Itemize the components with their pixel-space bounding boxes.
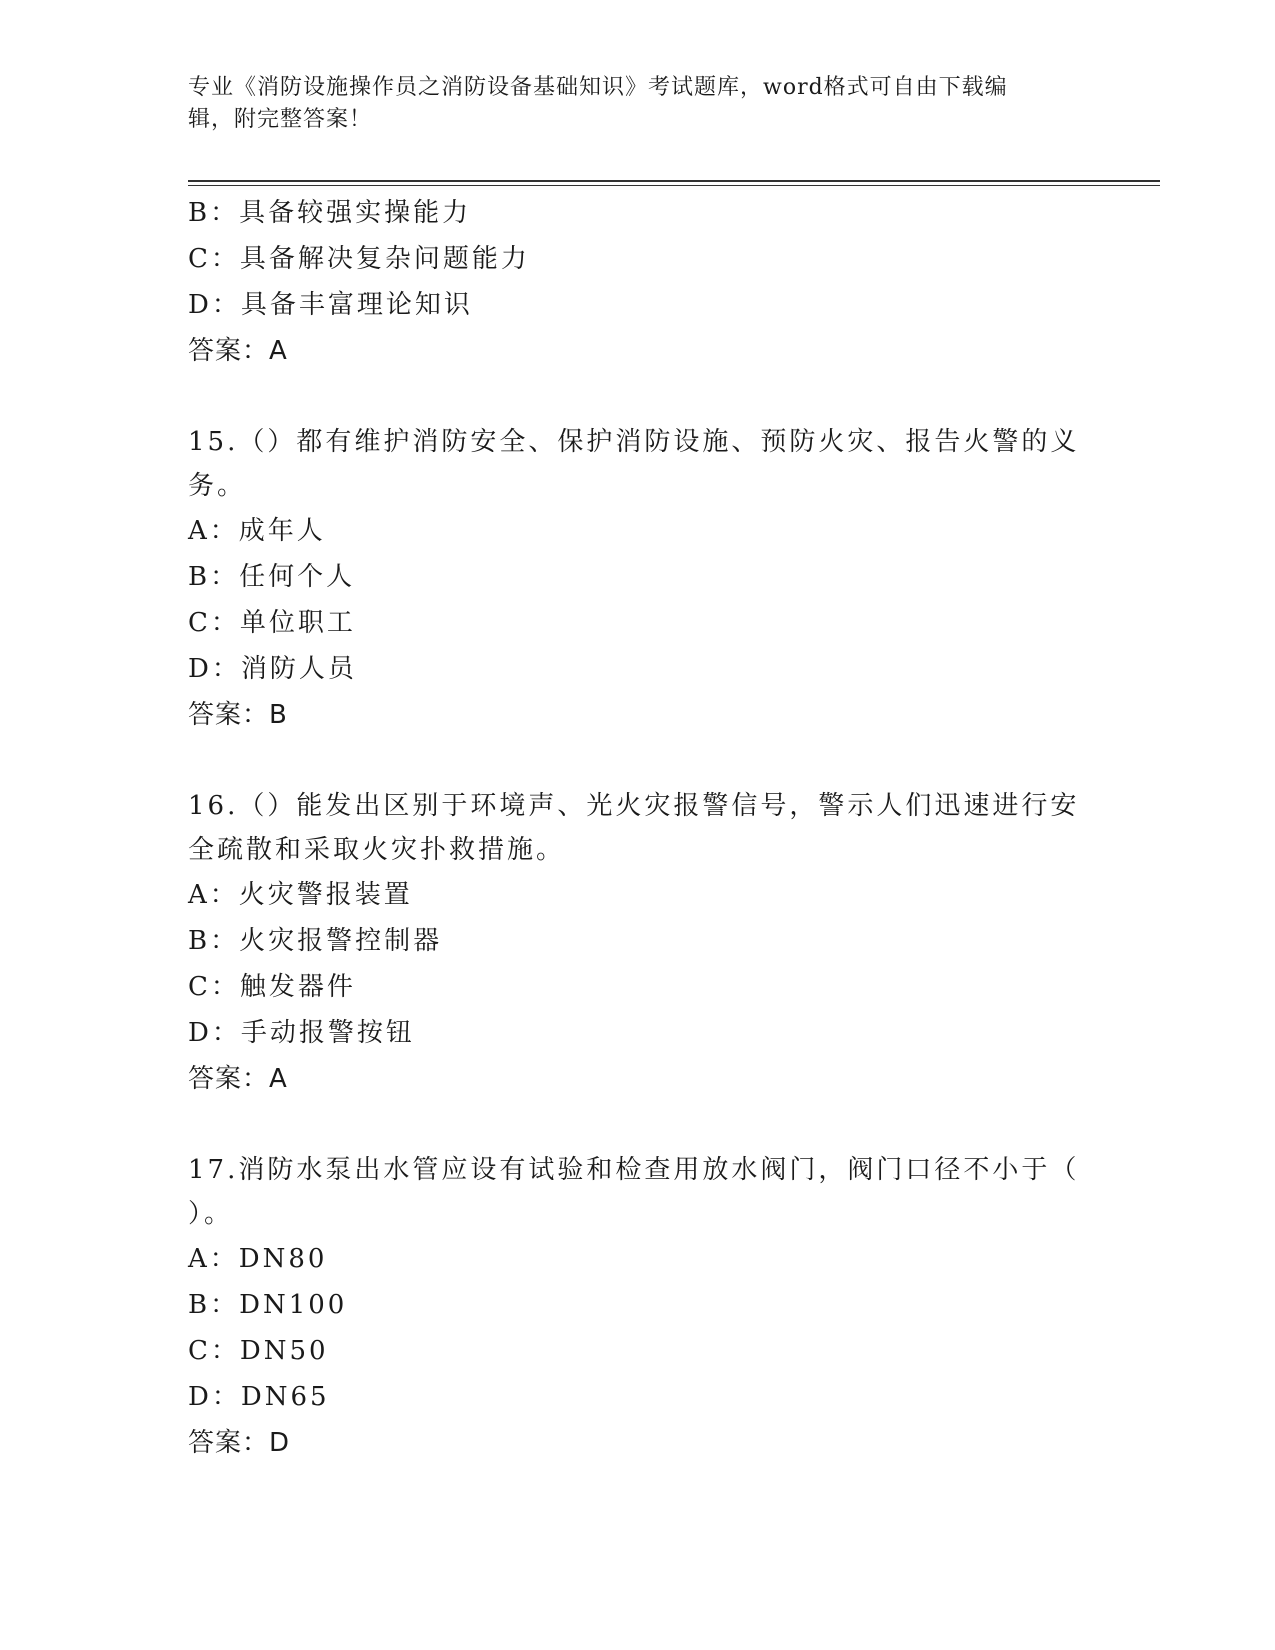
- option-c: C：DN50: [188, 1336, 329, 1366]
- question-17: [188, 1148, 1088, 1466]
- option-d: D：DN65: [188, 1382, 330, 1412]
- header-line-2: 辑，附完整答案！: [188, 107, 373, 132]
- option-d: D：消防人员: [188, 654, 357, 684]
- spacer: [188, 374, 1088, 420]
- answer-line: 答案：A: [188, 336, 288, 366]
- option-b: B：任何个人: [188, 562, 356, 592]
- question-stem-line-1: 16.（）能发出区别于环境声、光火灾报警信号，警示人们迅速进行安: [188, 791, 1080, 821]
- question-stem-line-1: 15.（）都有维护消防安全、保护消防设施、预防火灾、报告火警的义: [188, 427, 1080, 457]
- question-stem-line-1: 17.消防水泵出水管应设有试验和检查用放水阀门，阀门口径不小于（: [188, 1155, 1080, 1185]
- option-d: D：手动报警按钮: [188, 1018, 415, 1048]
- option-c: C：单位职工: [188, 608, 356, 638]
- option-c: C：触发器件: [188, 972, 356, 1002]
- question-16: [188, 784, 1088, 1102]
- option-d: D：具备丰富理论知识: [188, 290, 473, 320]
- document-header: [188, 72, 1068, 136]
- option-b: B：DN100: [188, 1290, 348, 1320]
- answer-line: 答案：B: [188, 700, 288, 730]
- question-14-continuation: [188, 190, 1088, 374]
- header-line-1: 专业《消防设施操作员之消防设备基础知识》考试题库，word格式可自由下载编: [188, 75, 1008, 100]
- spacer: [188, 1102, 1088, 1148]
- question-15: [188, 420, 1088, 738]
- header-divider: [188, 180, 1160, 186]
- option-a: A：成年人: [188, 516, 326, 546]
- spacer: [188, 738, 1088, 784]
- question-stem-line-2: 全疏散和采取火灾扑救措施。: [188, 835, 566, 865]
- option-c: C：具备解决复杂问题能力: [188, 244, 530, 274]
- question-stem-line-2: ）。: [188, 1199, 234, 1229]
- option-a: A：DN80: [188, 1244, 328, 1274]
- option-a: A：火灾警报装置: [188, 880, 413, 910]
- answer-line: 答案：A: [188, 1064, 288, 1094]
- question-stem-line-2: 务。: [188, 471, 247, 501]
- option-b: B：火灾报警控制器: [188, 926, 443, 956]
- option-b: B：具备较强实操能力: [188, 198, 472, 228]
- question-list: [188, 190, 1088, 1466]
- answer-line: 答案：D: [188, 1428, 291, 1458]
